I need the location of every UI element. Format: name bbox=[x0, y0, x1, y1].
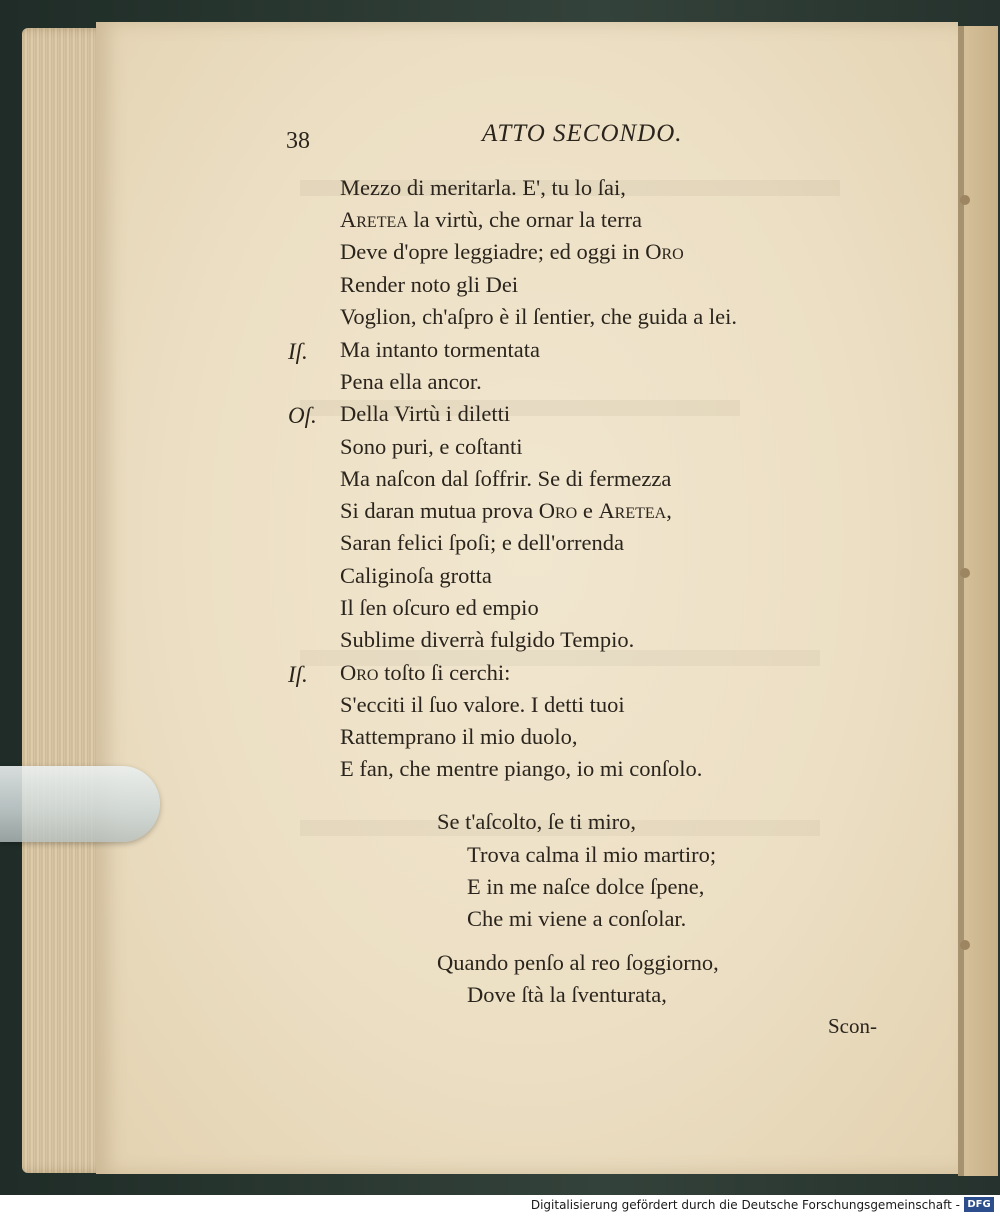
aria-line: Che mi viene a conſolar. bbox=[467, 906, 687, 931]
verse-line: Saran felici ſpoſi; e dell'orrenda bbox=[340, 530, 624, 555]
binding-hole bbox=[960, 940, 970, 950]
verse-line: Render noto gli Dei bbox=[340, 272, 519, 297]
verse-line: Voglion, ch'aſpro è il ſentier, che guida a lei. bbox=[340, 304, 737, 329]
binding-hole bbox=[960, 568, 970, 578]
aria-line: Dove ſtà la ſventurata, bbox=[467, 982, 667, 1007]
verse-line: Si daran mutua prova Oro e Aretea, bbox=[340, 498, 672, 523]
catchword: Scon- bbox=[828, 1014, 877, 1038]
verse-line: Aretea la virtù, che ornar la terra bbox=[340, 207, 643, 232]
page-number: 38 bbox=[286, 128, 310, 154]
page-clip bbox=[0, 766, 160, 842]
speaker-label: Oſ. bbox=[288, 403, 317, 428]
aria-line: Se t'aſcolto, ſe ti miro, bbox=[437, 809, 637, 834]
speaker-label: Iſ. bbox=[288, 662, 308, 687]
aria-line: E in me naſce dolce ſpene, bbox=[467, 874, 705, 899]
verse-line: Il ſen oſcuro ed empio bbox=[340, 595, 539, 620]
footer-bar bbox=[0, 1195, 1000, 1216]
verse-line: Oro toſto ſi cerchi: bbox=[340, 660, 511, 685]
verse-line: Pena ella ancor. bbox=[340, 369, 482, 394]
running-head: ATTO SECONDO. bbox=[482, 120, 683, 147]
aria-line: Quando penſo al reo ſoggiorno, bbox=[437, 950, 719, 975]
verse-line: Ma intanto tormentata bbox=[340, 337, 540, 362]
verse-line: Ma naſcon dal ſoffrir. Se di fermezza bbox=[340, 466, 672, 491]
dfg-logo-icon: DFG bbox=[964, 1197, 994, 1212]
verse-line: Mezzo di meritarla. E', tu lo ſai, bbox=[340, 175, 626, 200]
verse-line: Sublime diverrà fulgido Tempio. bbox=[340, 627, 635, 652]
footer-credit: Digitalisierung gefördert durch die Deutsche Forschungsgemeinschaft - bbox=[530, 1198, 960, 1212]
verse-line: S'ecciti il ſuo valore. I detti tuoi bbox=[340, 692, 625, 717]
aria-line: Trova calma il mio martiro; bbox=[467, 842, 717, 867]
verse-line: E fan, che mentre piango, io mi conſolo. bbox=[340, 756, 703, 781]
binding-hole bbox=[960, 195, 970, 205]
verse-line: Della Virtù i diletti bbox=[340, 401, 511, 426]
verse-line: Rattemprano il mio duolo, bbox=[340, 724, 578, 749]
verse-line: Caliginoſa grotta bbox=[340, 563, 492, 588]
verse-line: Sono puri, e coſtanti bbox=[340, 434, 523, 459]
verse-line: Deve d'opre leggiadre; ed oggi in Oro bbox=[340, 239, 684, 264]
speaker-label: Iſ. bbox=[288, 339, 308, 364]
